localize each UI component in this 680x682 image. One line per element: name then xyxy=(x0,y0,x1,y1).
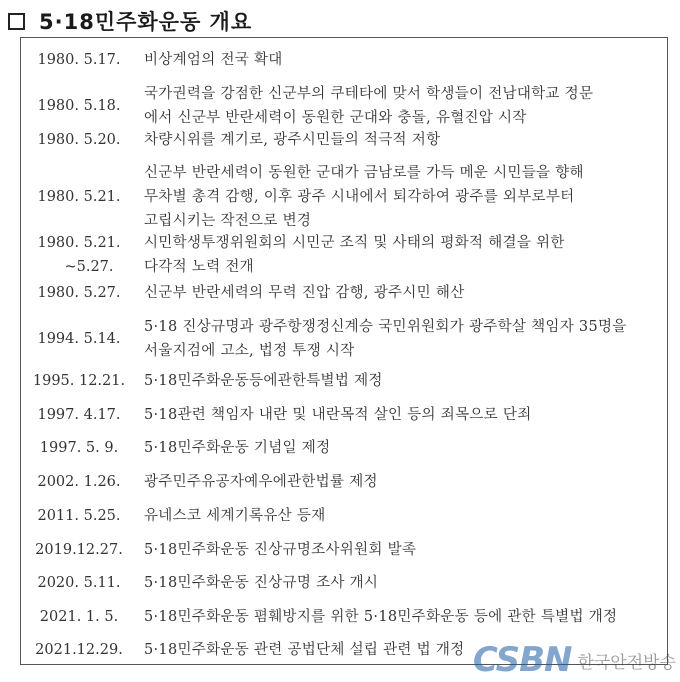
event-date xyxy=(21,231,137,279)
event-date-line: 2021.12.29. xyxy=(35,642,123,658)
event-description xyxy=(144,571,659,595)
timeline-table xyxy=(20,37,668,665)
event-date-line: 1980. 5.21. xyxy=(37,235,121,251)
event-description-line: 다각적 노력 전개 xyxy=(144,259,254,275)
event-description-line: 고립시키는 작전으로 변경 xyxy=(144,213,312,229)
event-date xyxy=(21,185,137,209)
event-date-line: 2002. 1.26. xyxy=(37,474,121,490)
timeline-row xyxy=(21,82,667,130)
event-date-line: 1994. 5.14. xyxy=(37,331,121,347)
timeline-row xyxy=(21,436,667,460)
event-date-line: ~5.27. xyxy=(64,259,114,275)
event-description xyxy=(144,470,659,494)
event-date-line: 1980. 5.18. xyxy=(37,98,121,114)
event-description-line: 광주민주유공자예우에관한법률 제정 xyxy=(144,474,378,490)
event-description xyxy=(144,504,659,528)
timeline-row xyxy=(21,128,667,152)
event-description xyxy=(144,231,659,279)
event-description-line: 서울지검에 고소, 법정 투쟁 시작 xyxy=(144,343,355,359)
event-description xyxy=(144,369,659,393)
event-date xyxy=(21,94,137,118)
event-date xyxy=(21,128,137,152)
event-description-line: 5·18민주화운동 진상규명조사위원회 발족 xyxy=(144,542,417,558)
event-date xyxy=(21,369,137,393)
event-description-line: 무차별 총격 감행, 이후 광주 시내에서 퇴각하여 광주를 외부로부터 xyxy=(144,189,575,205)
csbn-logo-mark: CSBN xyxy=(472,640,572,680)
event-description xyxy=(144,82,659,130)
event-date xyxy=(21,436,137,460)
event-description xyxy=(144,161,659,233)
event-description-line: 5·18민주화운동 폄훼방지를 위한 5·18민주화운동 등에 관한 특별법 개정 xyxy=(144,609,618,625)
event-date-line: 2019.12.27. xyxy=(35,542,123,558)
checkbox-square-icon xyxy=(8,13,25,30)
event-description xyxy=(144,48,659,72)
event-description xyxy=(144,403,659,427)
event-description-line: 차량시위를 계기로, 광주시민들의 적극적 저항 xyxy=(144,132,441,148)
event-description-line: 시민학생투쟁위원회의 시민군 조직 및 사태의 평화적 해결을 위한 xyxy=(144,235,565,251)
event-date xyxy=(21,504,137,528)
event-date-line: 1980. 5.21. xyxy=(37,189,121,205)
event-description-line: 5·18민주화운동등에관한특별법 제정 xyxy=(144,373,383,389)
event-description xyxy=(144,538,659,562)
timeline-row xyxy=(21,571,667,595)
timeline-row xyxy=(21,369,667,393)
event-description-line: 5·18민주화운동 진상규명 조사 개시 xyxy=(144,575,379,591)
event-date-line: 2011. 5.25. xyxy=(37,508,121,524)
event-date-line: 2021. 1. 5. xyxy=(39,609,119,625)
event-date xyxy=(21,327,137,351)
timeline-row xyxy=(21,281,667,305)
event-description xyxy=(144,436,659,460)
event-date-line: 1980. 5.27. xyxy=(37,285,121,301)
event-description-line: 5·18 진상규명과 광주항쟁정신계승 국민위원회가 광주학살 책임자 35명을 xyxy=(144,319,627,335)
event-date xyxy=(21,571,137,595)
event-description xyxy=(144,281,659,305)
event-date xyxy=(21,538,137,562)
event-date xyxy=(21,403,137,427)
timeline-row xyxy=(21,470,667,494)
title-text: 5·18민주화운동 개요 xyxy=(39,10,253,34)
event-date-line: 1997. 5. 9. xyxy=(39,440,119,456)
event-description-line: 신군부 반란세력의 무력 진압 감행, 광주시민 해산 xyxy=(144,285,465,301)
timeline-row xyxy=(21,605,667,629)
event-date xyxy=(21,605,137,629)
event-date xyxy=(21,48,137,72)
event-description-line: 5·18민주화운동 관련 공법단체 설립 관련 법 개정 xyxy=(144,642,465,658)
event-date-line: 1995. 12.21. xyxy=(32,373,126,389)
event-date xyxy=(21,281,137,305)
timeline-row xyxy=(21,161,667,233)
event-description xyxy=(144,128,659,152)
event-description-line: 유네스코 세계기록유산 등재 xyxy=(144,508,326,524)
event-date-line: 1980. 5.20. xyxy=(37,132,121,148)
event-description-line: 5·18민주화운동 기념일 제정 xyxy=(144,440,331,456)
event-date-line: 2020. 5.11. xyxy=(37,575,121,591)
event-description xyxy=(144,605,659,629)
event-date xyxy=(21,638,137,662)
timeline-row xyxy=(21,315,667,363)
event-description-line: 비상계엄의 전국 확대 xyxy=(144,52,283,68)
event-date xyxy=(21,470,137,494)
timeline-row xyxy=(21,538,667,562)
event-description-line: 국가권력을 강점한 신군부의 쿠테타에 맞서 학생들이 전남대학교 정문 xyxy=(144,86,594,102)
timeline-row xyxy=(21,48,667,72)
event-date-line: 1980. 5.17. xyxy=(37,52,121,68)
timeline-row xyxy=(21,231,667,279)
event-description-line: 에서 신군부 반란세력이 동원한 군대와 충돌, 유혈진압 시작 xyxy=(144,110,527,126)
event-description-line: 신군부 반란세력이 동원한 군대가 금남로를 가득 메운 시민들을 향해 xyxy=(144,165,584,181)
document-title xyxy=(8,6,252,36)
timeline-row xyxy=(21,403,667,427)
timeline-row xyxy=(21,504,667,528)
event-description xyxy=(144,315,659,363)
event-date-line: 1997. 4.17. xyxy=(37,407,121,423)
watermark-logo xyxy=(473,640,676,680)
broadcaster-name: 한국안전방송 xyxy=(577,652,676,673)
event-description-line: 5·18관련 책임자 내란 및 내란목적 살인 등의 죄목으로 단죄 xyxy=(144,407,532,423)
